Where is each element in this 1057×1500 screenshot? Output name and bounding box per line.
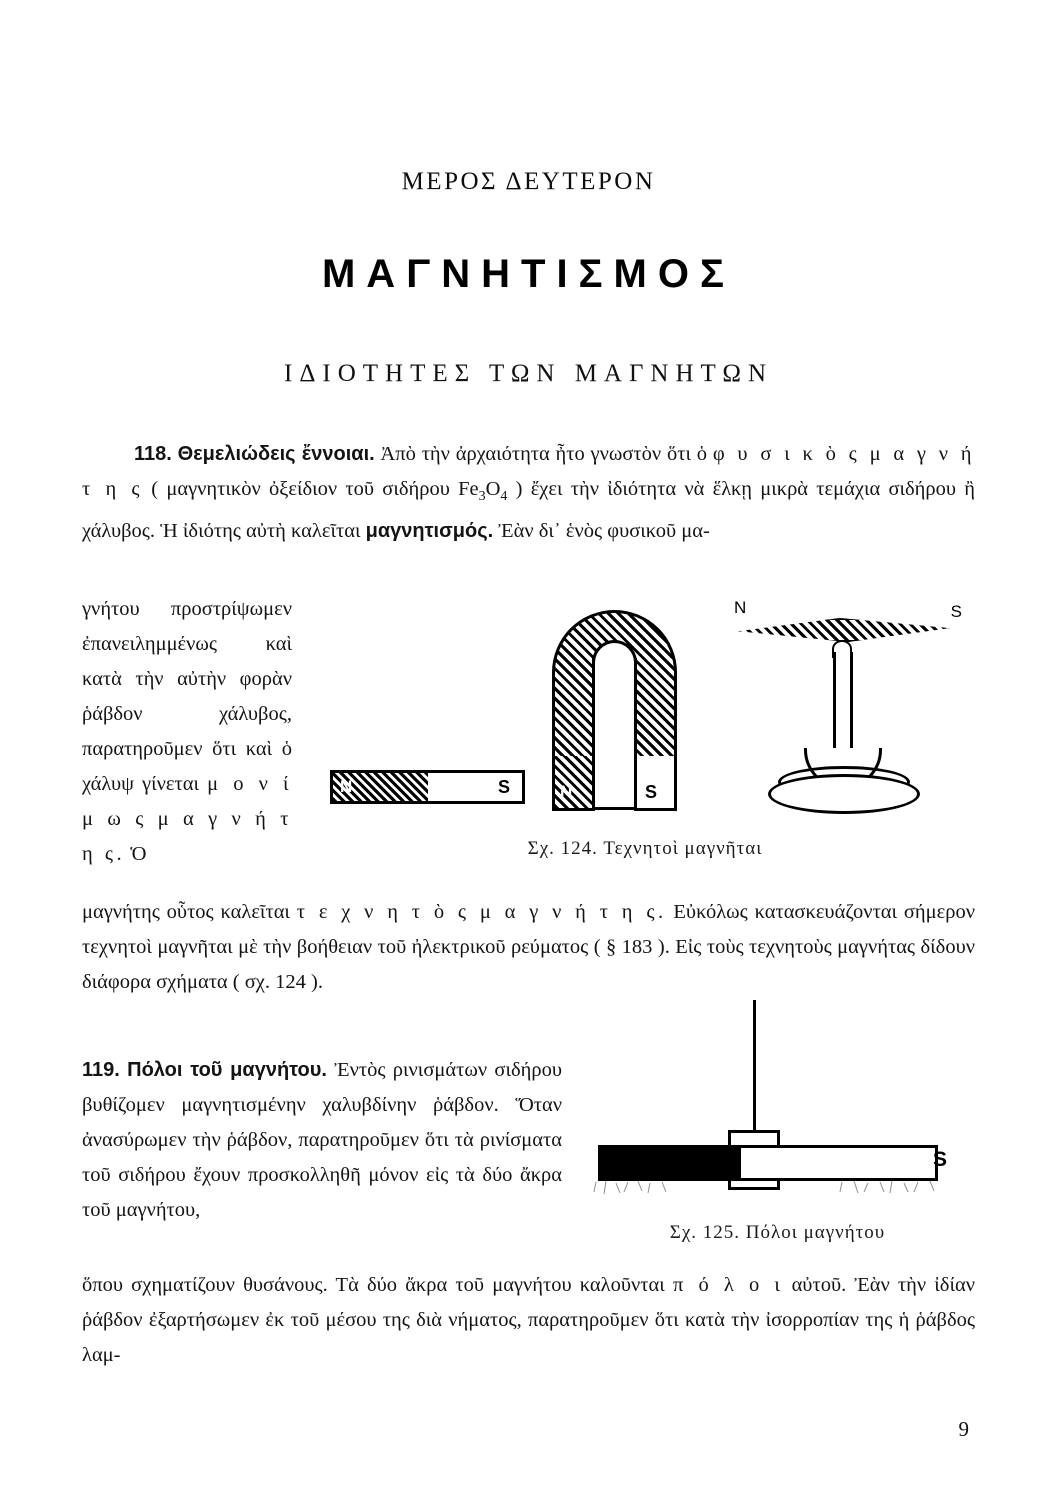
figure-124-caption: Σχ. 124. Τεχνητοὶ μαγνῆται — [527, 838, 763, 859]
full-118-spaced: τ ε χ ν η τ ὸ ς μ α γ ν ή τ η ς. — [296, 901, 667, 923]
figure-125-caption: Σχ. 125. Πόλοι μαγνήτου — [669, 1222, 886, 1243]
compass-needle-illustration — [720, 598, 970, 823]
horseshoe-north-label: N — [560, 782, 573, 801]
part-label: ΜΕΡΟΣ ΔΕΥΤΕΡΟΝ — [401, 168, 656, 195]
formula-sub-1: 3 — [478, 489, 486, 505]
figure-125 — [580, 990, 975, 1260]
horseshoe-inner-gap — [592, 658, 637, 810]
horseshoe-magnet-illustration — [552, 610, 677, 808]
page-number: 9 — [958, 1417, 969, 1441]
compass-base — [768, 774, 920, 814]
para-118-end: Ἐὰν δι᾽ ἑνὸς φυσικοῦ μα- — [493, 520, 710, 543]
formula-sub-2: 4 — [500, 489, 508, 505]
compass-stem — [833, 652, 853, 760]
section-heading-118: Θεμελιώδεις ἔννοιαι. — [177, 443, 375, 465]
para-118-start: Ἀπὸ τὴν ἀρχαιότητα ἦτο γνωστὸν ὅτι ὁ — [380, 443, 713, 465]
section-number-119: 119. — [82, 1059, 120, 1081]
section-heading-119: Πόλοι τοῦ μαγνήτου. — [127, 1059, 327, 1081]
para-118-spaced-1: φ υ σ ι κ ὸ ς μ α γ ν ή τ η ς — [82, 443, 976, 500]
compass-needle — [738, 618, 950, 642]
bar-magnet-south-label: S — [497, 777, 510, 797]
section-title: ΙΔΙΟΤΗΤΕΣ ΤΩΝ ΜΑΓΝΗΤΩΝ — [284, 360, 773, 387]
bar-magnet-north-label: N — [340, 777, 353, 796]
col-118-text: γνήτου προστρίψωμεν ἐπανειλημμένως καὶ κατὰ τὴν αὐτὴν φορὰν ῥάβδον χάλυβος, παρατηροῦμεν ὅτι καὶ ὁ χάλυψ γίνεται — [82, 598, 292, 795]
paragraph-118-opening — [82, 437, 975, 549]
paragraph-119-continuation — [82, 1268, 975, 1373]
horseshoe-inner-arc — [592, 640, 637, 680]
compass-south-label: S — [950, 602, 962, 621]
magnet-rod-north-half — [601, 1148, 741, 1178]
full-119-spaced: π ό λ ο ι — [672, 1274, 784, 1296]
iron-filings — [592, 1180, 944, 1208]
col-118-tail: Ὁ — [125, 843, 147, 865]
para-119-start: Ἐντὸς ρινισμάτων σιδήρου βυθίζομεν μαγνητισμένην χαλυβδίνην ῥάβδον. Ὅταν ἀνασύρωμεν τὴν ῥάβδον, παρατηροῦμεν ὅτι τὰ ρινίσματα τοῦ σιδήρου ἔχουν προσκολληθῆ μόνον εἰς τὰ δύο ἄκρα τοῦ μαγνήτου, — [82, 1059, 562, 1221]
col-118-spaced: μ ο ν ί μ ω ς μ α γ ν ή τ η ς. — [82, 773, 293, 865]
horseshoe-left-leg — [552, 756, 595, 811]
figure-124 — [320, 588, 970, 868]
formula-mid: O — [485, 478, 501, 500]
para-118-mid: ( μαγνητικὸν ὀξείδιον τοῦ σιδήρου Fe — [143, 478, 479, 500]
full-118-start: μαγνήτης οὗτος καλεῖται — [82, 901, 297, 923]
horseshoe-south-label: S — [645, 782, 658, 802]
figure-125-south-label: S — [932, 1148, 947, 1171]
section-number-118: 118. — [134, 443, 172, 465]
para-118-bold: μαγνητισμός. — [365, 520, 494, 543]
full-118-end: Εὐκόλως κατασκευάζονται σήμερον τεχνητοὶ μαγνῆται μὲ τὴν βοήθειαν τοῦ ἠλεκτρικοῦ ρεύματος ( § 183 ). Εἰς τοὺς τεχνητοὺς μαγνήτας δίδουν διάφορα σχήματα ( σχ. 124 ). — [82, 901, 975, 993]
paragraph-118-column — [82, 592, 292, 872]
page-title: ΜΑΓΝΗΤΙΣΜΟΣ — [321, 252, 735, 296]
magnet-rod — [598, 1145, 938, 1181]
paragraph-118-continuation — [82, 895, 975, 1000]
full-119-end: αὐτοῦ. Ἐὰν τὴν ἰδίαν ῥάβδον ἐξαρτήσωμεν ἐκ τοῦ μέσου της διὰ νήματος, παρατηροῦμεν ὅτι κατὰ τὴν ἰσορροπίαν της ἡ ῥάβδος λαμ- — [82, 1274, 975, 1366]
full-119-start: ὅπου σχηματίζουν θυσάνους. Τὰ δύο ἄκρα τοῦ μαγνήτου καλοῦνται — [82, 1274, 673, 1296]
para-118-mid-2: ) ἔχει τὴν ἰδιότητα νὰ ἕλκῃ μικρὰ τεμάχια σιδήρου ἢ χάλυβος. Ἡ ἰδιότης αὐτὴ καλεῖται — [82, 478, 975, 543]
compass-north-label: N — [734, 598, 747, 617]
bar-magnet-illustration — [330, 770, 525, 804]
paragraph-119-column — [82, 1053, 562, 1228]
